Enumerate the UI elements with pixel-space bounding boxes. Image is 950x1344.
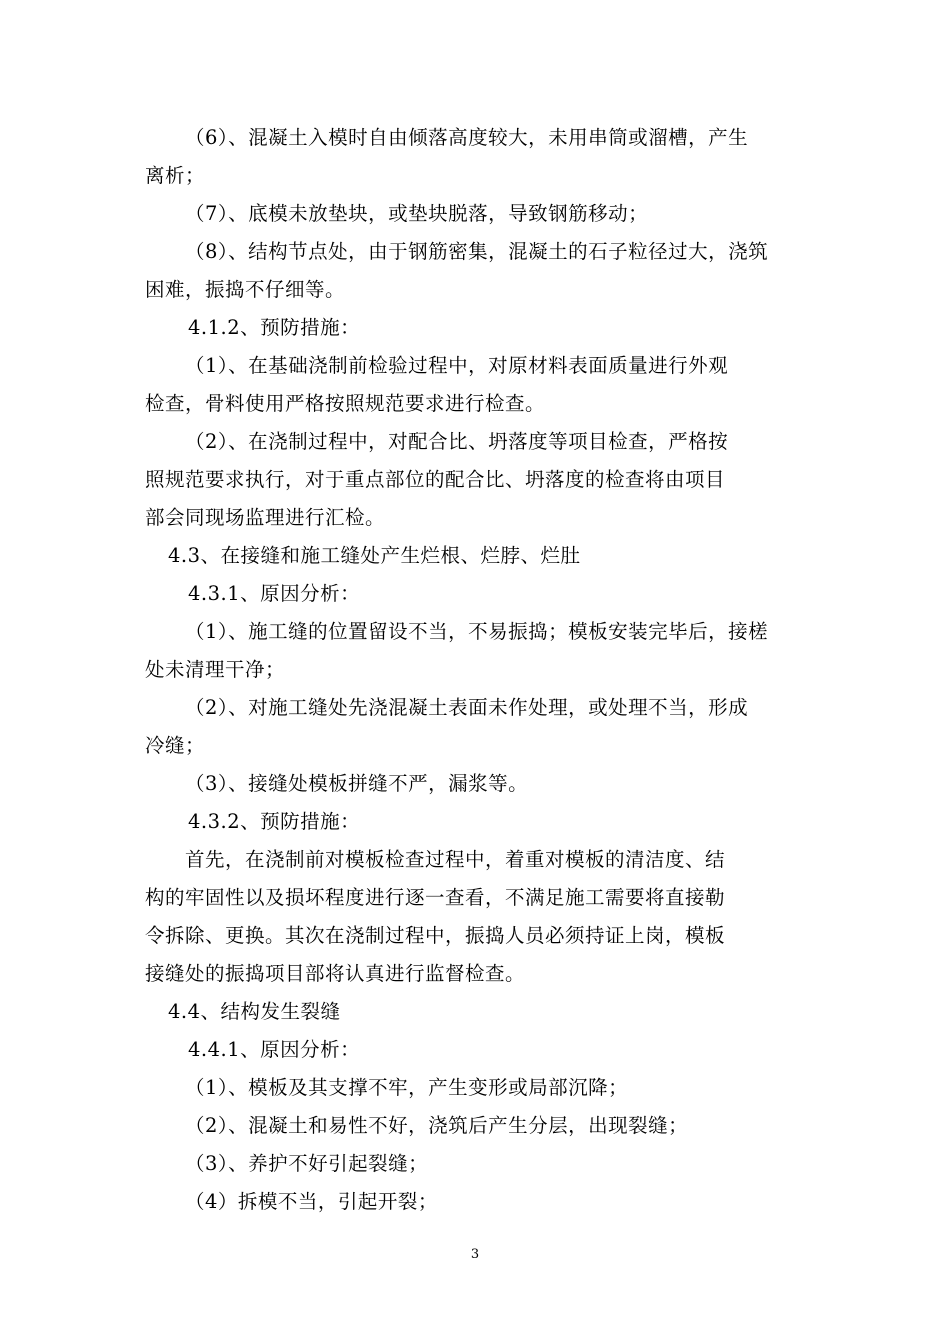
page-number: 3 [470, 1247, 480, 1262]
text-line: 离析； [145, 164, 206, 187]
text-line: （1）、在基础浇制前检验过程中，对原材料表面质量进行外观 [185, 354, 729, 377]
section-heading: 4.3.1、原因分析： [188, 582, 361, 605]
text-line: （3）、接缝处模板拼缝不严，漏浆等。 [185, 772, 529, 795]
text-line: （1）、模板及其支撑不牢，产生变形或局部沉降； [185, 1076, 629, 1099]
section-heading: 4.3、在接缝和施工缝处产生烂根、烂脖、烂肚 [168, 544, 581, 567]
text-line: 首先，在浇制前对模板检查过程中，着重对模板的清洁度、结 [185, 848, 726, 871]
text-line: （2）、对施工缝处先浇混凝土表面未作处理，或处理不当，形成 [185, 696, 749, 719]
text-line: （2）、混凝土和易性不好，浇筑后产生分层，出现裂缝； [185, 1114, 689, 1137]
text-line: （4）拆模不当，引起开裂； [185, 1190, 438, 1213]
text-line: 冷缝； [145, 734, 206, 757]
text-line: 照规范要求执行，对于重点部位的配合比、坍落度的检查将由项目 [145, 468, 726, 491]
text-line: （6）、混凝土入模时自由倾落高度较大，未用串筒或溜槽，产生 [185, 126, 749, 149]
section-heading: 4.3.2、预防措施： [188, 810, 361, 833]
text-line: （3）、养护不好引起裂缝； [185, 1152, 429, 1175]
text-line: （1）、施工缝的位置留设不当，不易振捣；模板安装完毕后，接槎 [185, 620, 769, 643]
text-line: 令拆除、更换。其次在浇制过程中，振捣人员必须持证上岗，模板 [145, 924, 726, 947]
text-line: 接缝处的振捣项目部将认真进行监督检查。 [145, 962, 526, 985]
text-line: 处未清理干净； [145, 658, 286, 681]
text-line: 检查，骨料使用严格按照规范要求进行检查。 [145, 392, 546, 415]
section-heading: 4.1.2、预防措施： [188, 316, 361, 339]
text-line: （7）、底模未放垫块，或垫块脱落，导致钢筋移动； [185, 202, 649, 225]
text-line: 构的牢固性以及损坏程度进行逐一查看，不满足施工需要将直接勒 [145, 886, 726, 909]
text-line: 困难，振捣不仔细等。 [145, 278, 346, 301]
text-line: 部会同现场监理进行汇检。 [145, 506, 386, 529]
text-line: （8）、结构节点处，由于钢筋密集，混凝土的石子粒径过大，浇筑 [185, 240, 769, 263]
section-heading: 4.4、结构发生裂缝 [168, 1000, 341, 1023]
section-heading: 4.4.1、原因分析： [188, 1038, 361, 1061]
text-line: （2）、在浇制过程中，对配合比、坍落度等项目检查，严格按 [185, 430, 729, 453]
